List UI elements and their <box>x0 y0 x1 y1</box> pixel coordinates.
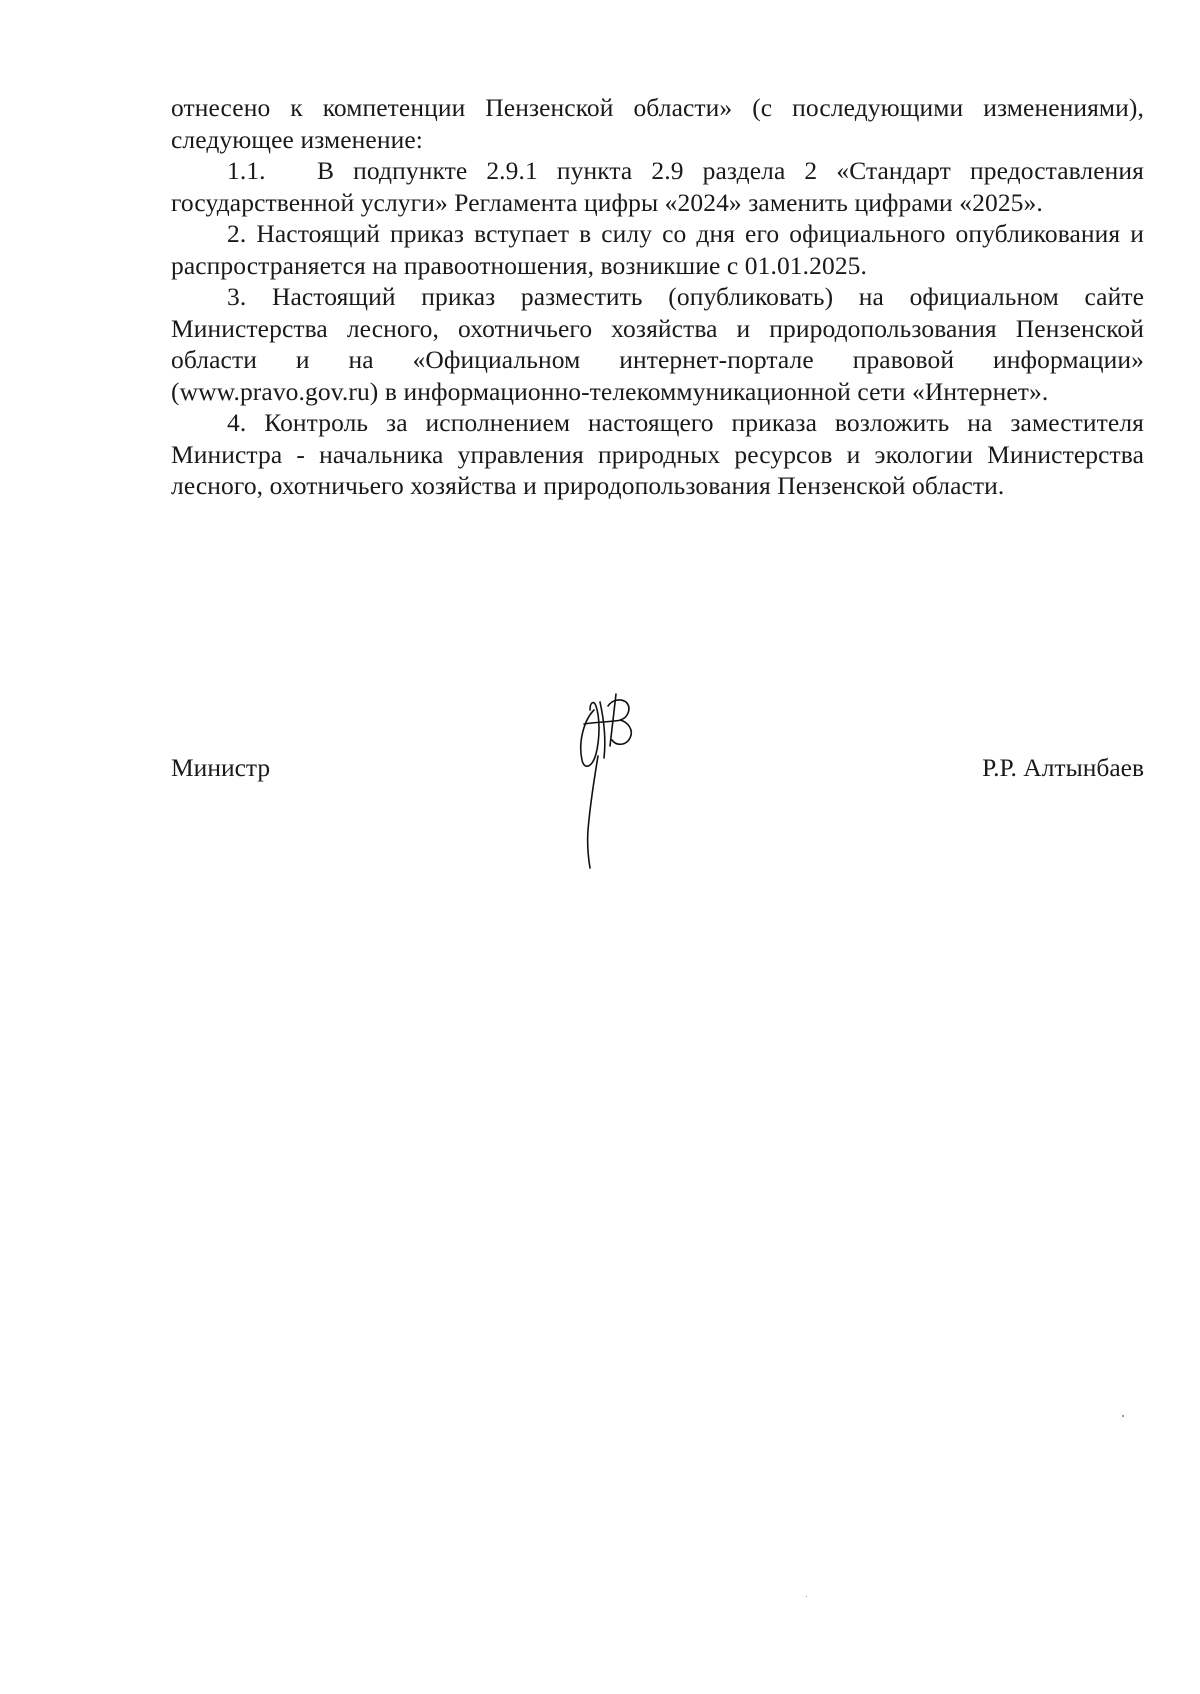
handwritten-signature-icon <box>570 680 670 870</box>
item-text: В подпункте 2.9.1 пункта 2.9 раздела 2 «Стандарт предоставления государственной услуги» Регламента цифры «2024» заменить цифрами «2025». <box>171 156 1144 217</box>
paragraph-item-4: 4. Контроль за исполнением настоящего приказа возложить на заместителя Министра - начальника управления природных ресурсов и экологии Министерства лесного, охотничьего хозяйства и природопользования Пензенской области. <box>171 408 1144 500</box>
signatory-title: Министр <box>171 753 271 782</box>
scan-speck <box>1122 1415 1124 1417</box>
paragraph-item-1-1 <box>171 155 1144 218</box>
document-body <box>171 92 1144 502</box>
signatory-name: Р.Р. Алтынбаев <box>982 753 1144 782</box>
scan-speck <box>806 1596 807 1597</box>
paragraph-item-3: 3. Настоящий приказ разместить (опубликовать) на официальном сайте Министерства лесного, охотничьего хозяйства и природопользования Пензенской области и на «Официальном интернет-портале правовой информации» (www.pravo.gov.ru) в информационно-телекоммуникационной сети «Интернет». <box>171 282 1144 406</box>
paragraph-item-2: 2. Настоящий приказ вступает в силу со дня его официального опубликования и распространяется на правоотношения, возникшие с 01.01.2025. <box>171 219 1144 280</box>
item-number: 1.1. <box>227 156 266 185</box>
paragraph-intro-continuation: отнесено к компетенции Пензенской области» (с последующими изменениями), следующее изменение: <box>171 93 1144 154</box>
